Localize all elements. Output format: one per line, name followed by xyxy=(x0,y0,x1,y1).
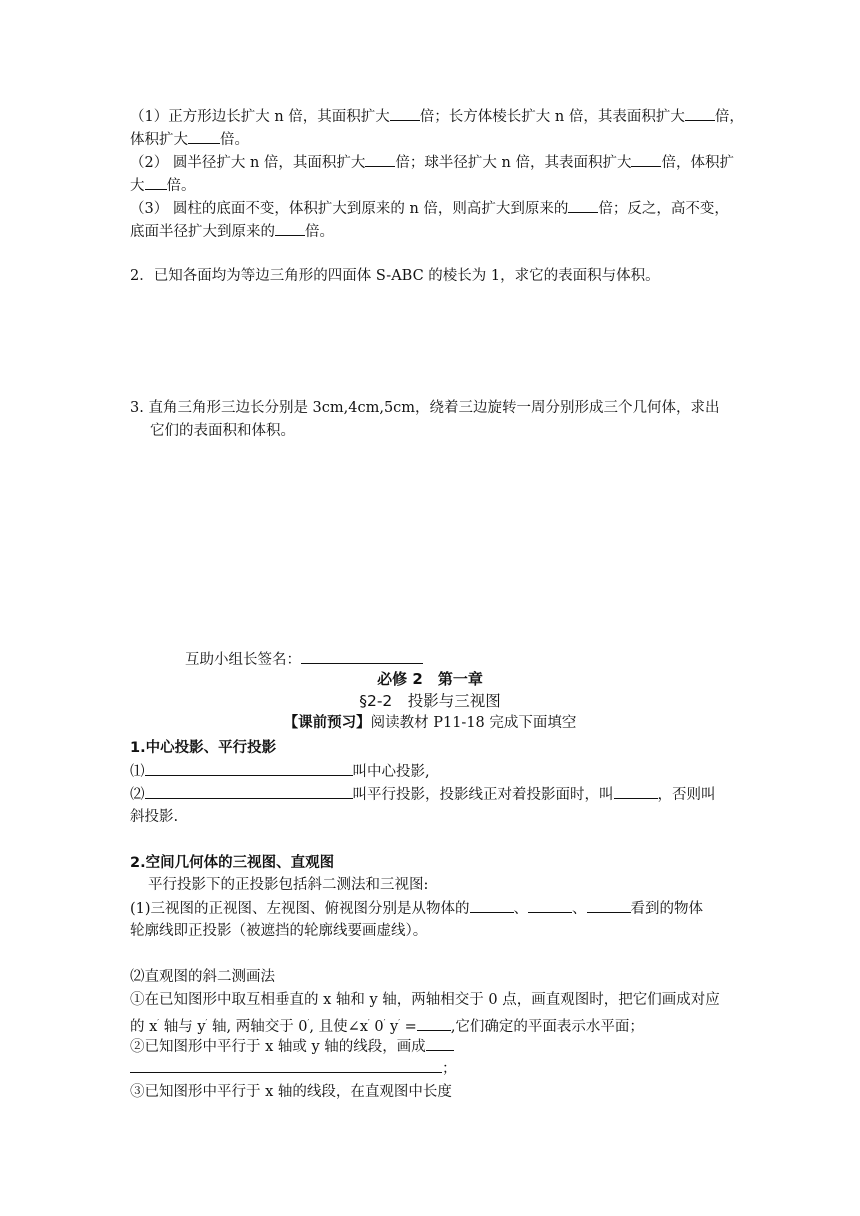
text: 叫中心投影, xyxy=(352,764,430,780)
section-1-heading: 1.中心投影、平行投影 xyxy=(130,740,277,756)
text: (1)三视图的正视图、左视图、俯视图分别是从物体的 xyxy=(130,901,470,917)
s2-p1-line2: 轮廓线即正投影（被遮挡的轮廓线要画虚线）。 xyxy=(130,923,428,939)
blank[interactable] xyxy=(528,897,572,913)
signature-blank[interactable] xyxy=(301,648,423,664)
text: 看到的物体 xyxy=(630,901,704,917)
q1-part2-line2 xyxy=(130,174,740,197)
text: 倍， xyxy=(714,109,744,125)
s2-intro: 平行投影下的正投影包括斜二测法和三视图: xyxy=(148,877,429,893)
blank[interactable] xyxy=(470,897,514,913)
text: = xyxy=(400,1018,417,1035)
q1-part1-line1 xyxy=(130,105,744,128)
text: 倍。 xyxy=(305,224,334,240)
text: 倍，体积扩 xyxy=(661,155,734,171)
blank[interactable] xyxy=(568,197,598,213)
text: 叫平行投影，投影线正对着投影面时，叫 xyxy=(352,787,614,803)
preview-line xyxy=(130,712,730,734)
text: 倍；球半径扩大 n 倍，其表面积扩大 xyxy=(395,155,632,171)
s1-line2 xyxy=(130,783,740,806)
blank[interactable] xyxy=(587,897,631,913)
text: 轴, 两轴交于 0 xyxy=(207,1018,308,1035)
s2-p2-heading: ⑵直观图的斜二测画法 xyxy=(130,969,275,985)
preview-text: 阅读教材 P11-18 完成下面填空 xyxy=(370,715,577,731)
text: 0 xyxy=(369,1018,384,1035)
text: 倍；反之，高不变， xyxy=(598,201,729,217)
blank[interactable] xyxy=(365,151,395,167)
s2-c2-line2 xyxy=(130,1057,740,1080)
text: , 且使∠x xyxy=(309,1018,368,1035)
text: （2） 圆半径扩大 n 倍，其面积扩大 xyxy=(130,155,366,171)
text: ,它们确定的平面表示水平面； xyxy=(450,1018,644,1035)
text: 轴与 y xyxy=(159,1018,206,1035)
question-3-line1: 3. 直角三角形三边长分别是 3cm,4cm,5cm，绕着三边旋转一周分别形成三个几何体，求出 xyxy=(130,400,720,416)
text: （1）正方形边长扩大 n 倍，其面积扩大 xyxy=(130,109,390,125)
text: 、 xyxy=(513,901,529,917)
text: ⑵ xyxy=(130,787,145,803)
prime: ′ xyxy=(307,1018,310,1027)
question-2: 2．已知各面均为等边三角形的四面体 S-ABC 的棱长为 1，求它的表面积与体积。 xyxy=(130,268,660,284)
blank[interactable] xyxy=(426,1035,454,1051)
chapter-title: 必修 2 第一章 xyxy=(377,670,483,688)
q1-part1-line2 xyxy=(130,128,740,151)
text: 倍。 xyxy=(220,132,249,148)
text: ②已知图形中平行于 x 轴或 y 轴的线段，画成 xyxy=(130,1039,426,1055)
text: 、 xyxy=(572,901,587,917)
s2-p1-line1 xyxy=(130,897,740,920)
preview-label: 【课前预习】 xyxy=(283,715,371,731)
question-3-line2: 它们的表面积和体积。 xyxy=(150,423,295,439)
section-2-heading: 2.空间几何体的三视图、直观图 xyxy=(130,855,335,871)
s2-c1-line2 xyxy=(130,1012,740,1038)
text: ⑴ xyxy=(130,764,145,780)
q1-part2-line1 xyxy=(130,151,740,174)
q1-part3-line1 xyxy=(130,197,740,220)
text: y xyxy=(385,1018,399,1035)
blank[interactable] xyxy=(275,220,305,236)
blank[interactable] xyxy=(188,128,220,144)
blank[interactable] xyxy=(685,105,715,121)
signature-label: 互助小组长签名： xyxy=(185,652,301,668)
text: 的 x xyxy=(130,1018,158,1035)
s2-c1-line1: ①在已知图形中取互相垂直的 x 轴和 y 轴，两轴相交于 0 点，画直观图时，把它们画成对应 xyxy=(130,992,720,1008)
blank[interactable] xyxy=(145,783,353,799)
s2-c2-line1 xyxy=(130,1035,740,1058)
blank[interactable] xyxy=(130,1057,442,1073)
prime: ′ xyxy=(157,1018,160,1027)
blank[interactable] xyxy=(631,151,661,167)
text: 底面半径扩大到原来的 xyxy=(130,224,275,240)
blank[interactable] xyxy=(614,783,658,799)
text: ； xyxy=(442,1061,457,1077)
blank[interactable] xyxy=(390,105,420,121)
text: ，否则叫 xyxy=(657,787,716,803)
prime: ′ xyxy=(367,1018,370,1027)
blank[interactable] xyxy=(417,1015,451,1031)
s2-c3-line: ③已知图形中平行于 x 轴的线段，在直观图中长度 xyxy=(130,1084,452,1100)
prime: ′ xyxy=(398,1018,401,1027)
text: 倍。 xyxy=(166,178,196,194)
section-title: §2-2 投影与三视图 xyxy=(359,692,501,710)
s1-line1 xyxy=(130,760,740,783)
text: 大 xyxy=(130,178,145,194)
prime: ′ xyxy=(205,1018,208,1027)
text: 体积扩大 xyxy=(130,132,188,148)
q1-part3-line2 xyxy=(130,220,740,243)
s1-line3: 斜投影. xyxy=(130,809,179,825)
blank[interactable] xyxy=(145,174,167,190)
text: （3） 圆柱的底面不变，体积扩大到原来的 n 倍，则高扩大到原来的 xyxy=(130,201,569,217)
blank[interactable] xyxy=(145,760,353,776)
text: 倍；长方体棱长扩大 n 倍，其表面积扩大 xyxy=(419,109,685,125)
prime: ′ xyxy=(383,1018,386,1027)
